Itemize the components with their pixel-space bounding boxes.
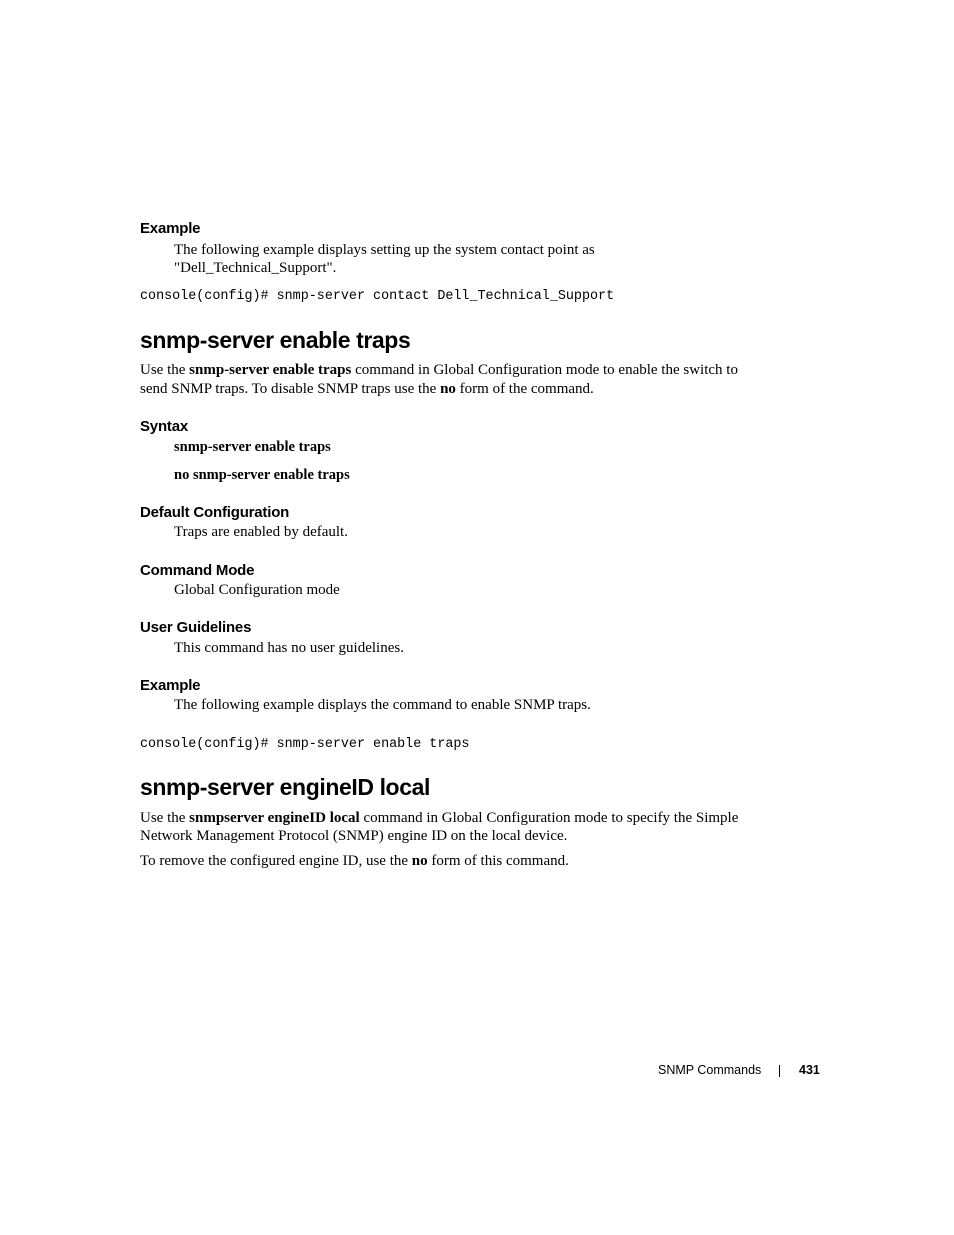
intro-text: command in Global Configuration mode to specify the Simple xyxy=(359,810,739,826)
example-heading: Example xyxy=(140,677,201,694)
intro-paragraph-line1 xyxy=(140,809,738,828)
no-keyword: no xyxy=(411,853,428,869)
user-guidelines-text: This command has no user guidelines. xyxy=(174,640,404,656)
intro-text: send SNMP traps. To disable SNMP traps use the xyxy=(140,381,441,397)
code-example: console(config)# snmp-server enable traps xyxy=(140,737,470,752)
syntax-line-no-form: no snmp-server enable traps xyxy=(174,467,350,483)
page-number: 431 xyxy=(799,1063,820,1077)
syntax-line: snmp-server enable traps xyxy=(174,439,331,455)
example-description-line1: The following example displays setting up the system contact point as xyxy=(174,242,595,258)
intro-text: Use the xyxy=(140,810,190,826)
default-configuration-text: Traps are enabled by default. xyxy=(174,524,348,540)
intro-paragraph-line1 xyxy=(140,361,738,380)
example-heading: Example xyxy=(140,220,201,237)
footer-separator xyxy=(779,1065,780,1077)
example-description-line2: "Dell_Technical_Support". xyxy=(174,260,337,276)
user-guidelines-heading: User Guidelines xyxy=(140,619,252,636)
syntax-heading: Syntax xyxy=(140,418,188,435)
remove-text: form of this command. xyxy=(427,853,569,869)
section-title-enable-traps: snmp-server enable traps xyxy=(140,327,411,353)
example-description: The following example displays the command to enable SNMP traps. xyxy=(174,697,591,713)
intro-text: command in Global Configuration mode to enable the switch to xyxy=(351,362,738,378)
command-name: snmp-server enable traps xyxy=(189,362,352,378)
intro-text: form of the command. xyxy=(455,381,594,397)
intro-paragraph-line2: Network Management Protocol (SNMP) engine ID on the local device. xyxy=(140,828,568,844)
remove-paragraph xyxy=(140,852,569,871)
section-title-engineid-local: snmp-server engineID local xyxy=(140,774,430,800)
default-configuration-heading: Default Configuration xyxy=(140,504,290,521)
command-mode-heading: Command Mode xyxy=(140,562,255,579)
code-example: console(config)# snmp-server contact Dell_Technical_Support xyxy=(140,289,615,304)
command-mode-text: Global Configuration mode xyxy=(174,582,340,598)
intro-text: Use the xyxy=(140,362,190,378)
intro-paragraph-line2 xyxy=(140,380,594,399)
no-keyword: no xyxy=(440,381,456,397)
command-name: snmpserver engineID local xyxy=(189,810,360,826)
remove-text: To remove the configured engine ID, use the xyxy=(140,853,412,869)
footer-section-name: SNMP Commands xyxy=(658,1063,762,1077)
